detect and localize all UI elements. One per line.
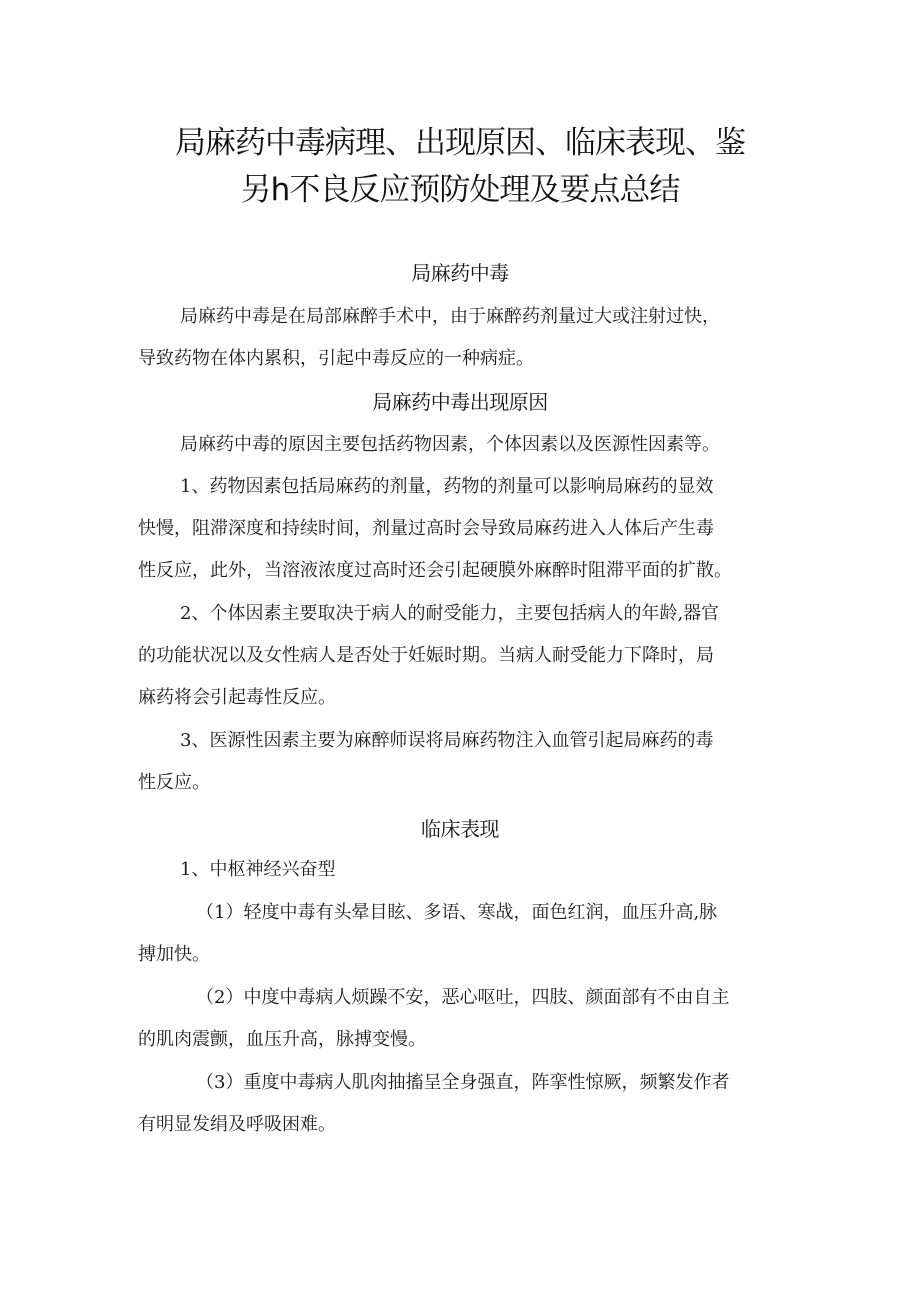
paragraph-line: （3）重度中毒病人肌肉抽搐呈全身强直，阵挛性惊厥，频繁发作者 (196, 1072, 730, 1093)
paragraph-line: （2）中度中毒病人烦躁不安，恶心呕吐，四肢、颜面部有不由自主 (196, 987, 730, 1008)
section-heading-causes: 局麻药中毒出现原因 (372, 390, 548, 414)
section-heading-clinical: 临床表现 (421, 817, 499, 841)
paragraph-line: 1、中枢神经兴奋型 (180, 859, 336, 880)
paragraph-line: 性反应。 (138, 772, 210, 793)
paragraph-line: 性反应，此外，当溶液浓度过高时还会引起硬膜外麻醉时阻滞平面的扩散。 (138, 560, 732, 581)
document-title-line-2: 另h不良反应预防处理及要点总结 (240, 172, 680, 208)
paragraph-line: 2、个体因素主要取决于病人的耐受能力，主要包括病人的年龄,器官 (180, 603, 720, 624)
paragraph-line: （1）轻度中毒有头晕目眩、多语、寒战，面色红润，血压升高,脉 (196, 902, 718, 923)
paragraph-line: 快慢，阻滞深度和持续时间，剂量过高时会导致局麻药进入人体后产生毒 (138, 518, 714, 539)
paragraph-line: 1、药物因素包括局麻药的剂量，药物的剂量可以影响局麻药的显效 (180, 476, 714, 497)
section-heading-poisoning: 局麻药中毒 (411, 261, 509, 285)
paragraph-line: 3、医源性因素主要为麻醉师误将局麻药物注入血管引起局麻药的毒 (180, 730, 714, 751)
document-title-line-1: 局麻药中毒病理、出现原因、临床表现、鉴 (175, 125, 745, 161)
paragraph-line: 的肌肉震颤，血压升高，脉搏变慢。 (138, 1029, 426, 1050)
paragraph-line: 局麻药中毒是在局部麻醉手术中，由于麻醉药剂量过大或注射过快， (180, 306, 720, 327)
paragraph-line: 的功能状况以及女性病人是否处于妊娠时期。当病人耐受能力下降时，局 (138, 645, 714, 666)
paragraph-line: 导致药物在体内累积，引起中毒反应的一种病症。 (138, 348, 534, 369)
paragraph-line: 搏加快。 (138, 944, 210, 965)
paragraph-line: 局麻药中毒的原因主要包括药物因素，个体因素以及医源性因素等。 (180, 434, 720, 455)
paragraph-line: 有明显发绢及呼吸困难。 (138, 1114, 336, 1135)
paragraph-line: 麻药将会引起毒性反应。 (138, 687, 336, 708)
